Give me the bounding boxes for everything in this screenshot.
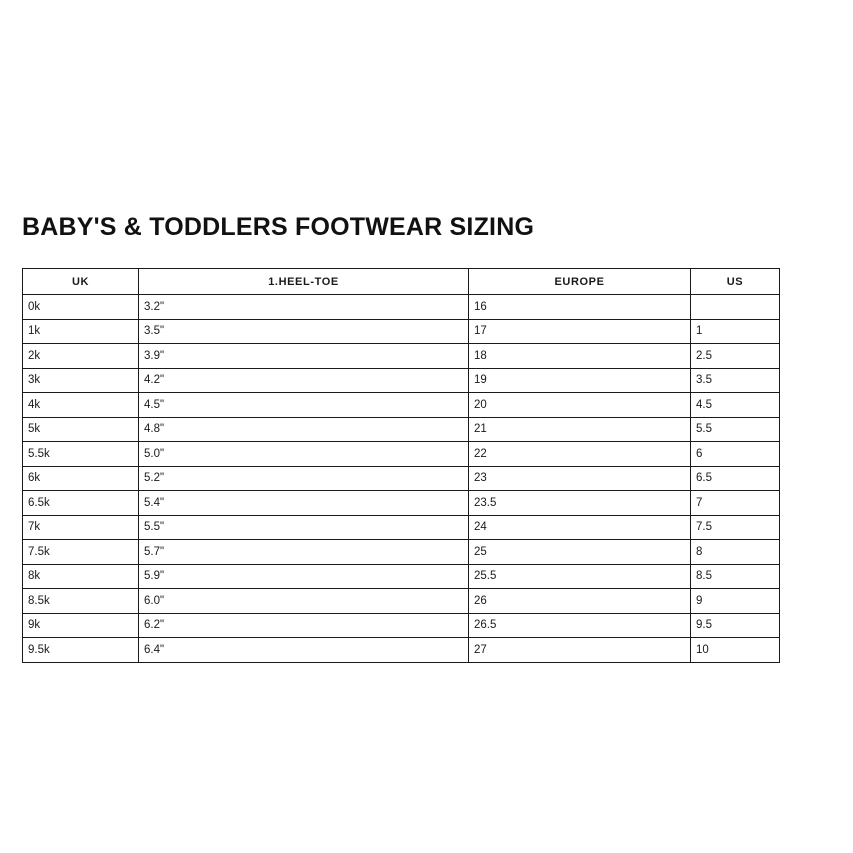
cell-heel-toe: 5.5" bbox=[139, 515, 469, 540]
cell-europe: 17 bbox=[469, 319, 691, 344]
page-title: BABY'S & TODDLERS FOOTWEAR SIZING bbox=[22, 212, 535, 241]
cell-us: 5.5 bbox=[691, 417, 780, 442]
cell-heel-toe: 4.2" bbox=[139, 368, 469, 393]
cell-uk: 8.5k bbox=[23, 589, 139, 614]
cell-us: 6 bbox=[691, 442, 780, 467]
cell-uk: 0k bbox=[23, 295, 139, 320]
cell-heel-toe: 5.9" bbox=[139, 564, 469, 589]
table-row bbox=[23, 442, 780, 467]
cell-europe: 27 bbox=[469, 638, 691, 663]
cell-europe: 23 bbox=[469, 466, 691, 491]
cell-uk: 4k bbox=[23, 393, 139, 418]
cell-europe: 22 bbox=[469, 442, 691, 467]
cell-heel-toe: 4.5" bbox=[139, 393, 469, 418]
cell-uk: 7k bbox=[23, 515, 139, 540]
cell-us: 8.5 bbox=[691, 564, 780, 589]
cell-heel-toe: 6.2" bbox=[139, 613, 469, 638]
cell-europe: 16 bbox=[469, 295, 691, 320]
cell-europe: 18 bbox=[469, 344, 691, 369]
cell-uk: 5k bbox=[23, 417, 139, 442]
cell-europe: 19 bbox=[469, 368, 691, 393]
cell-us: 8 bbox=[691, 540, 780, 565]
cell-heel-toe: 4.8" bbox=[139, 417, 469, 442]
cell-heel-toe: 5.4" bbox=[139, 491, 469, 516]
table-header-row bbox=[23, 269, 780, 295]
cell-heel-toe: 3.5" bbox=[139, 319, 469, 344]
cell-uk: 2k bbox=[23, 344, 139, 369]
cell-europe: 26.5 bbox=[469, 613, 691, 638]
column-header-europe: EUROPE bbox=[469, 269, 691, 295]
table-row bbox=[23, 393, 780, 418]
cell-europe: 25.5 bbox=[469, 564, 691, 589]
cell-heel-toe: 5.7" bbox=[139, 540, 469, 565]
cell-us: 1 bbox=[691, 319, 780, 344]
table-row bbox=[23, 417, 780, 442]
size-chart-container bbox=[22, 268, 779, 663]
cell-uk: 9k bbox=[23, 613, 139, 638]
cell-us: 6.5 bbox=[691, 466, 780, 491]
cell-uk: 6k bbox=[23, 466, 139, 491]
cell-uk: 7.5k bbox=[23, 540, 139, 565]
column-header-heel-toe: 1.HEEL-TOE bbox=[139, 269, 469, 295]
cell-us: 2.5 bbox=[691, 344, 780, 369]
cell-heel-toe: 5.2" bbox=[139, 466, 469, 491]
cell-uk: 3k bbox=[23, 368, 139, 393]
cell-heel-toe: 5.0" bbox=[139, 442, 469, 467]
cell-us: 7 bbox=[691, 491, 780, 516]
cell-uk: 9.5k bbox=[23, 638, 139, 663]
column-header-uk: UK bbox=[23, 269, 139, 295]
table-header bbox=[23, 269, 780, 295]
cell-europe: 23.5 bbox=[469, 491, 691, 516]
cell-uk: 6.5k bbox=[23, 491, 139, 516]
table-row bbox=[23, 491, 780, 516]
table-row bbox=[23, 589, 780, 614]
footwear-size-table bbox=[22, 268, 780, 663]
table-row bbox=[23, 613, 780, 638]
table-body bbox=[23, 295, 780, 663]
cell-us: 7.5 bbox=[691, 515, 780, 540]
cell-us: 9.5 bbox=[691, 613, 780, 638]
cell-us: 10 bbox=[691, 638, 780, 663]
cell-uk: 8k bbox=[23, 564, 139, 589]
table-row bbox=[23, 344, 780, 369]
cell-heel-toe: 6.4" bbox=[139, 638, 469, 663]
cell-europe: 21 bbox=[469, 417, 691, 442]
table-row bbox=[23, 638, 780, 663]
cell-uk: 1k bbox=[23, 319, 139, 344]
cell-europe: 20 bbox=[469, 393, 691, 418]
cell-uk: 5.5k bbox=[23, 442, 139, 467]
cell-us: 9 bbox=[691, 589, 780, 614]
table-row bbox=[23, 564, 780, 589]
table-row bbox=[23, 515, 780, 540]
table-row bbox=[23, 466, 780, 491]
cell-heel-toe: 3.2" bbox=[139, 295, 469, 320]
cell-heel-toe: 6.0" bbox=[139, 589, 469, 614]
cell-europe: 25 bbox=[469, 540, 691, 565]
cell-europe: 26 bbox=[469, 589, 691, 614]
cell-heel-toe: 3.9" bbox=[139, 344, 469, 369]
table-row bbox=[23, 319, 780, 344]
table-row bbox=[23, 540, 780, 565]
cell-us bbox=[691, 295, 780, 320]
table-row bbox=[23, 295, 780, 320]
column-header-us: US bbox=[691, 269, 780, 295]
table-row bbox=[23, 368, 780, 393]
cell-us: 4.5 bbox=[691, 393, 780, 418]
cell-europe: 24 bbox=[469, 515, 691, 540]
cell-us: 3.5 bbox=[691, 368, 780, 393]
